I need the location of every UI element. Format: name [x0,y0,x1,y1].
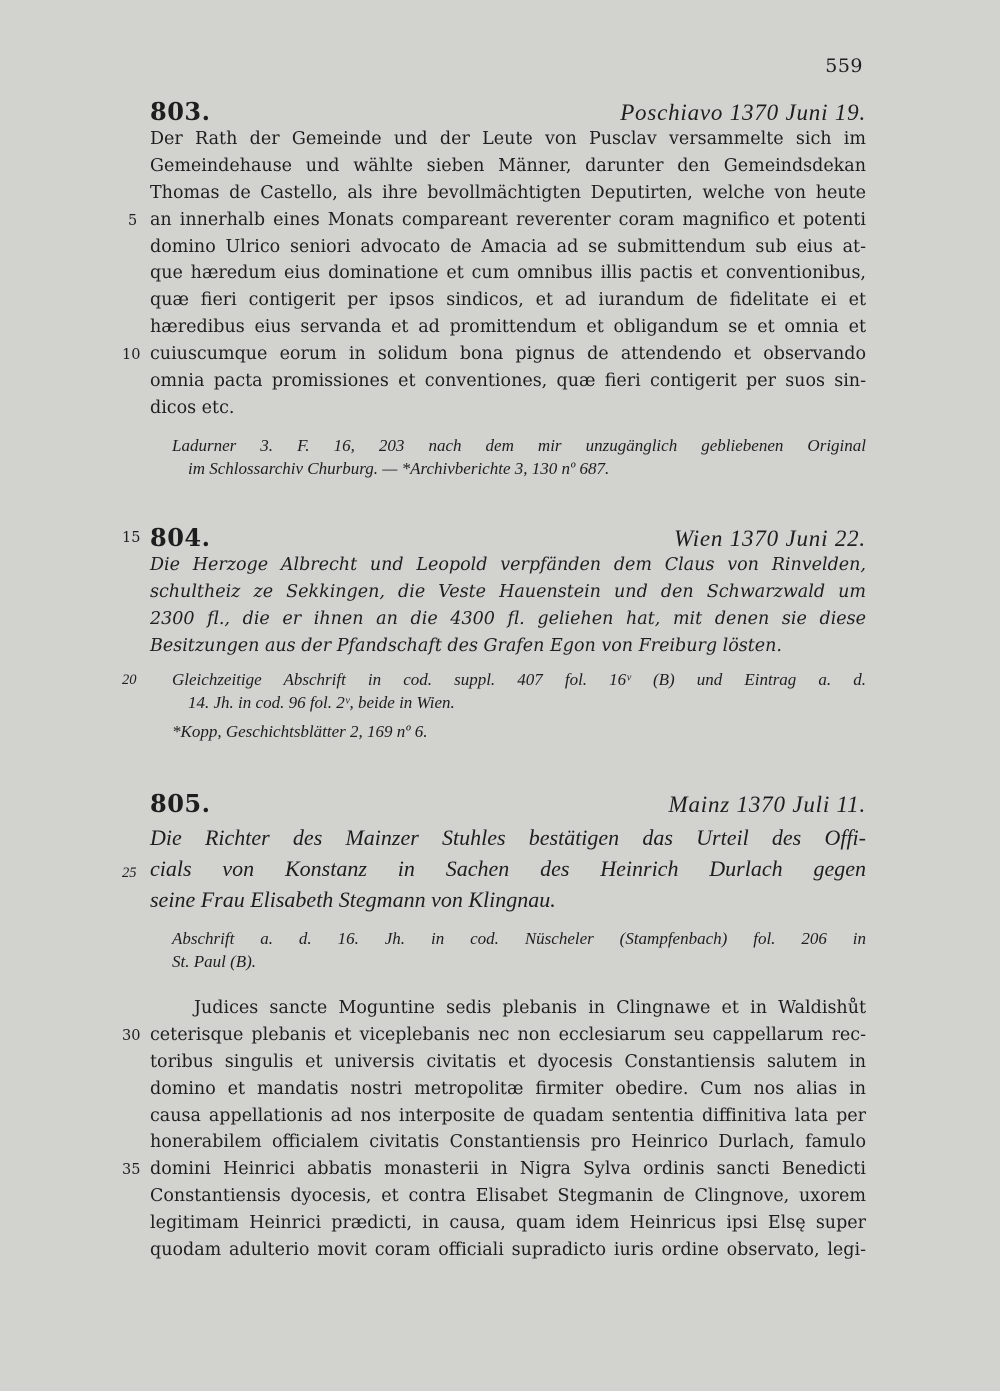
entry-number: 803. [150,97,211,126]
text-line: quæ fieri contigerit per ipsos sindicos, et ad iurandum de fidelitate ei et [150,290,866,311]
source-line: *Kopp, Geschichtsblätter 2, 169 nº 6. [172,721,428,741]
text-line: Thomas de Castello, als ihre bevollmächtigten Deputirten, welche von heute [150,182,866,203]
text-line: que hæredum eius dominatione et cum omnibus illis pactis et conventionibus, [150,263,866,284]
text-line: honerabilem officialem civitatis Constantiensis pro Heinrico Durlach, famulo [150,1132,866,1153]
text-line: hæredibus eius servanda et ad promittendum et obligandum se et omnia et [150,317,866,338]
entry-summary [122,822,866,915]
entry-number: 805. [150,789,211,818]
source-line: im Schlossarchiv Churburg. — *Archivberichte 3, 130 nº 687. [188,458,610,478]
line-number: 5 [128,212,138,229]
entry-text [122,126,866,422]
text-line: domino Ulrico seniori advocato de Amacia ad se submittendum sub eius at- [150,236,866,257]
source-line: 14. Jh. in cod. 96 fol. 2ᵛ, beide in Wien. [188,692,455,712]
summary-line: 25 cials von Konstanz in Sachen des Heinrich Durlach gegen [150,853,866,884]
summary-line: 2300 fl., die er ihnen an die 4300 fl. geliehen hat, mit denen sie diese [150,608,866,629]
text-line: legitimam Heinrici prædicti, in causa, quam idem Heinricus ipsi Elsę super [150,1213,866,1234]
text-line: Der Rath der Gemeinde und der Leute von Pusclav versammelte sich im [150,129,866,149]
entry-place-date: Mainz 1370 Juli 11. [668,792,866,817]
line-number: 20 [122,671,137,688]
entry-804 [122,522,866,743]
summary-line: Besitzungen aus der Pfandschaft des Grafen Egon von Freiburg lösten. [150,635,782,656]
text-line: 35 domini Heinrici abbatis monasterii in Nigra Sylva ordinis sancti Benedicti [150,1156,866,1183]
source-note [150,434,866,480]
entry-text [122,995,866,1264]
source-note [122,668,866,743]
text-line: quodam adulterio movit coram officiali supradicto iuris ordine observato, legi- [150,1240,866,1261]
text-line: causa appellationis ad nos interposite de quadam sententia diffinitiva lata per [150,1105,866,1126]
text-line: 30 ceterisque plebanis et viceplebanis nec non ecclesiarum seu cappellarum rec- [150,1022,866,1049]
source-line: St. Paul (B). [172,952,257,971]
entry-803 [122,96,866,480]
source-line: Abschrift a. d. 16. Jh. in cod. Nüscheler (Stampfenbach) fol. 206 in [172,929,866,948]
text-line: omnia pacta promissiones et conventiones, quæ fieri contigerit per suos sin- [150,371,866,392]
entry-header [150,788,866,818]
line-number: 25 [122,865,137,881]
text-line: Constantiensis dyocesis, et contra Elisabet Stegmanin de Clingnove, uxorem [150,1186,866,1207]
entry-place-date: Wien 1370 Juni 22. [674,526,866,551]
entry-place-date: Poschiavo 1370 Juni 19. [620,100,866,125]
summary-line: schultheiz ze Sekkingen, die Veste Hauenstein und den Schwarzwald um [150,581,866,602]
entry-805 [122,788,866,1264]
line-number: 10 [122,347,141,364]
entry-header [150,96,866,126]
text-line: 10 cuiuscumque eorum in solidum bona pignus de attendendo et observando [150,341,866,368]
summary-line: Die Richter des Mainzer Stuhles bestätigen das Urteil des Offi- [150,825,866,850]
entry-summary [150,552,866,660]
text-line: toribus singulis et universis civitatis et dyocesis Constantiensis salutem in [150,1051,866,1072]
line-number: 35 [122,1162,141,1179]
line-number: 15 [122,530,141,546]
source-line: Ladurner 3. F. 16, 203 nach dem mir unzugänglich gebliebenen Original [172,435,866,455]
entry-number: 804. [150,523,211,552]
summary-line: seine Frau Elisabeth Stegmann von Klingnau. [150,887,556,912]
text-line: dicos etc. [150,397,235,418]
source-line: 20 Gleichzeitige Abschrift in cod. suppl. 407 fol. 16ᵛ (B) und Eintrag a. d. [172,668,866,691]
text-line: 5 an innerhalb eines Monats compareant reverenter coram magnifico et potenti [150,207,866,234]
line-number: 30 [122,1027,141,1044]
source-note [150,927,866,973]
entry-header [122,522,866,552]
summary-line: Die Herzoge Albrecht und Leopold verpfänden dem Claus von Rinvelden, [150,555,866,575]
text-line: Gemeindehause und wählte sieben Männer, darunter den Gemeindsdekan [150,155,866,176]
text-line: Judices sancte Moguntine sedis plebanis in Clingnawe et in Waldishůt [194,998,866,1018]
text-line: domino et mandatis nostri metropolitæ firmiter obedire. Cum nos alias in [150,1078,866,1099]
page-number: 559 [825,55,863,77]
